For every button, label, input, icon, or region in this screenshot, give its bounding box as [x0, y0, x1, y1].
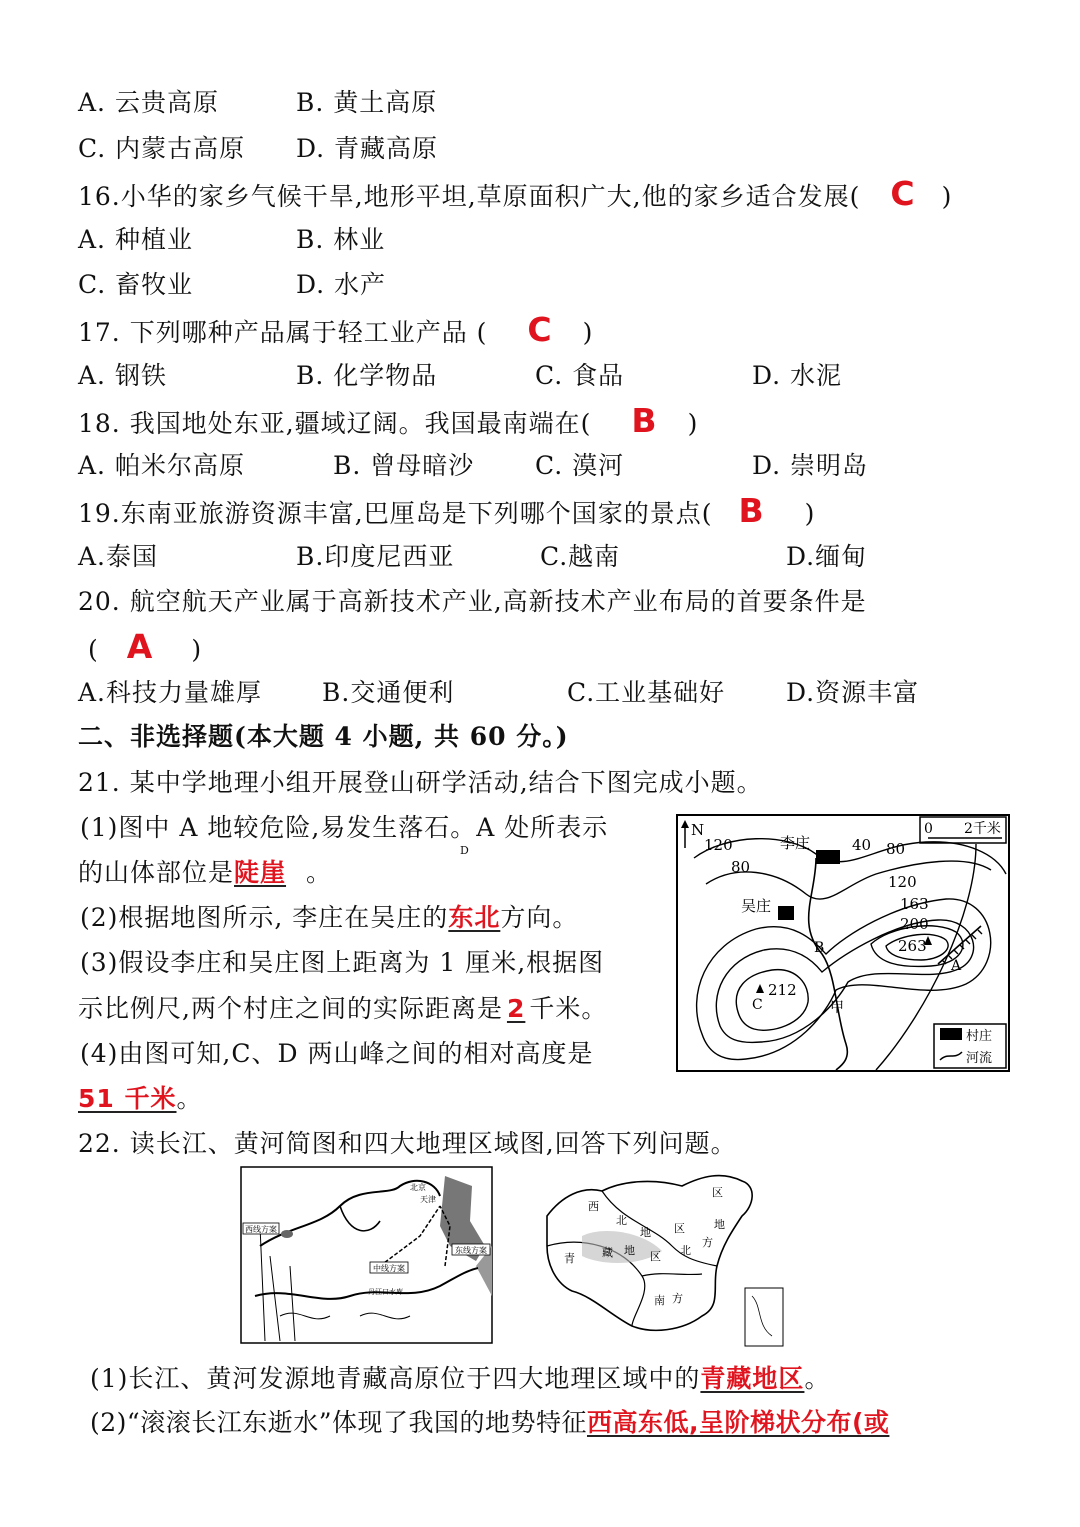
q22-part2: (2)“滚滚长江东逝水”体现了我国的地势特征西高东低,呈阶梯状分布(或 [90, 1408, 890, 1437]
q17-option-d: D. 水泥 [752, 361, 843, 390]
q20-stem: 20. 航空航天产业属于高新技术产业,高新技术产业布局的首要条件是 [78, 587, 867, 616]
q20-option-b: B.交通便利 [322, 678, 455, 707]
q19-option-c: C.越南 [540, 542, 621, 571]
q16-option-c: C. 畜牧业 [78, 270, 194, 299]
region-di3: 地 [714, 1218, 725, 1231]
region-fang2: 方 [702, 1236, 713, 1249]
li-label: 李庄 [780, 834, 811, 852]
region-qu: 区 [674, 1222, 685, 1235]
wu-label: 吴庄 [741, 897, 772, 915]
q18-option-c: C. 漠河 [535, 451, 625, 480]
wu-village-icon [778, 906, 794, 920]
stray-letter: D [460, 844, 470, 857]
contour-120-b: 120 [888, 873, 917, 891]
region-qu3: 区 [650, 1250, 661, 1263]
q20-blank: ( A ) [88, 627, 203, 666]
label-b: B [814, 940, 825, 956]
west-route-label: 西线方案 [245, 1225, 277, 1234]
q21-part1-line2: 的山体部位是陡崖 。 [78, 858, 333, 887]
q19-answer: B [738, 491, 765, 530]
q21-part1-line1: (1)图中 A 地较危险,易发生落石。A 处所表示 [80, 813, 609, 842]
contour-200: 200 [900, 915, 929, 933]
q21-part4-line1: (4)由图可知,C、D 两山峰之间的相对高度是 [80, 1039, 594, 1068]
contour-80-b: 80 [886, 840, 906, 858]
region-xi: 西 [588, 1200, 599, 1213]
peak-263: 263 [898, 937, 927, 955]
legend-river-label: 河流 [966, 1051, 993, 1066]
contour-120-a: 120 [704, 836, 733, 854]
q20-option-a: A.科技力量雄厚 [78, 678, 263, 707]
q22-part1-answer: 青藏地区 [700, 1364, 805, 1393]
q21-part3-line1: (3)假设李庄和吴庄图上距离为 1 厘米,根据图 [80, 948, 605, 977]
east-route-label: 东线方案 [455, 1246, 487, 1255]
region-bei2: 北 [680, 1244, 691, 1257]
contour-map [676, 814, 1010, 1072]
region-nan: 南 [654, 1294, 665, 1307]
danjiangkou-label: 丹江口水库 [368, 1288, 403, 1296]
q19-option-a: A.泰国 [78, 542, 159, 571]
contour-40: 40 [852, 836, 872, 854]
label-jia: 甲 [830, 1000, 844, 1016]
label-a: A [951, 958, 962, 974]
q16-option-d: D. 水产 [296, 270, 387, 299]
beijing-label: 北京 [410, 1183, 426, 1192]
contour-80-a: 80 [731, 858, 751, 876]
q17-option-c: C. 食品 [535, 361, 625, 390]
contour-163: 163 [900, 895, 929, 913]
q17-stem: 17. 下列哪种产品属于轻工业产品 ( C ) [78, 310, 594, 349]
li-village-icon [816, 850, 840, 864]
q21-part3-answer: 2 [506, 994, 526, 1023]
q17-option-a: A. 钢铁 [78, 361, 167, 390]
q19-option-b: B.印度尼西亚 [296, 542, 455, 571]
q15-option-a: A. 云贵高原 [78, 88, 219, 117]
q17-answer: C [527, 310, 553, 349]
q18-answer: B [631, 401, 658, 440]
q21-part2-answer: 东北 [448, 903, 501, 932]
q21-part4-line2: 51 千米。 [78, 1084, 203, 1113]
q22-part1: (1)长江、黄河发源地青藏高原位于四大地理区域中的青藏地区。 [90, 1364, 831, 1393]
region-di: 地 [640, 1226, 651, 1239]
scale-label: 2千米 [964, 821, 1001, 837]
q21-part3-line2: 示比例尺,两个村庄之间的实际距离是 2 千米。 [78, 994, 608, 1023]
region-qing: 青 [564, 1252, 575, 1265]
q15-option-b: B. 黄土高原 [296, 88, 438, 117]
q21-stem: 21. 某中学地理小组开展登山研学活动,结合下图完成小题。 [78, 768, 763, 797]
scale-zero: 0 [924, 821, 933, 837]
q19-option-d: D.缅甸 [786, 542, 868, 571]
q22-part2-answer: 西高东低,呈阶梯状分布(或 [586, 1408, 890, 1437]
q19-stem: 19.东南亚旅游资源丰富,巴厘岛是下列哪个国家的景点( B ) [78, 491, 816, 530]
mid-route-label: 中线方案 [373, 1264, 405, 1273]
lake-icon [281, 1230, 293, 1238]
region-qu2: 区 [712, 1186, 723, 1199]
q20-answer: A [126, 627, 154, 666]
q18-option-b: B. 曾母暗沙 [333, 451, 475, 480]
q15-option-c: C. 内蒙古高原 [78, 134, 246, 163]
q16-option-b: B. 林业 [296, 225, 386, 254]
q21-part1-answer: 陡崖 [234, 858, 287, 887]
rivers-map [240, 1166, 493, 1344]
region-fang: 方 [672, 1292, 683, 1305]
q18-option-d: D. 崇明岛 [752, 451, 869, 480]
tianjin-label: 天津 [420, 1195, 436, 1204]
region-di2: 地 [624, 1244, 635, 1257]
q18-stem: 18. 我国地处东亚,疆域辽阔。我国最南端在( B ) [78, 401, 699, 440]
q16-option-a: A. 种植业 [78, 225, 193, 254]
north-label: N [691, 821, 705, 839]
q20-option-c: C.工业基础好 [567, 678, 726, 707]
peak-212: 212 [768, 981, 797, 999]
region-bei: 北 [616, 1214, 627, 1227]
q16-stem: 16.小华的家乡气候干旱,地形平坦,草原面积广大,他的家乡适合发展( C ) [78, 174, 953, 213]
section-heading: 二、非选择题(本大题 4 小题, 共 60 分。) [78, 722, 569, 751]
legend-village-icon [940, 1028, 962, 1040]
q22-stem: 22. 读长江、黄河简图和四大地理区域图,回答下列问题。 [78, 1129, 737, 1158]
q21-part4-answer: 51 千米 [78, 1084, 177, 1113]
q15-option-d: D. 青藏高原 [296, 134, 439, 163]
q16-answer: C [890, 174, 916, 213]
q17-option-b: B. 化学物品 [296, 361, 438, 390]
label-c: C [752, 997, 763, 1013]
region-zang: 藏 [602, 1246, 613, 1259]
q18-option-a: A. 帕米尔高原 [78, 451, 245, 480]
legend-village-label: 村庄 [966, 1029, 993, 1044]
regions-map [542, 1166, 787, 1348]
q21-part2: (2)根据地图所示, 李庄在吴庄的东北方向。 [80, 903, 579, 932]
q20-option-d: D.资源丰富 [786, 678, 920, 707]
